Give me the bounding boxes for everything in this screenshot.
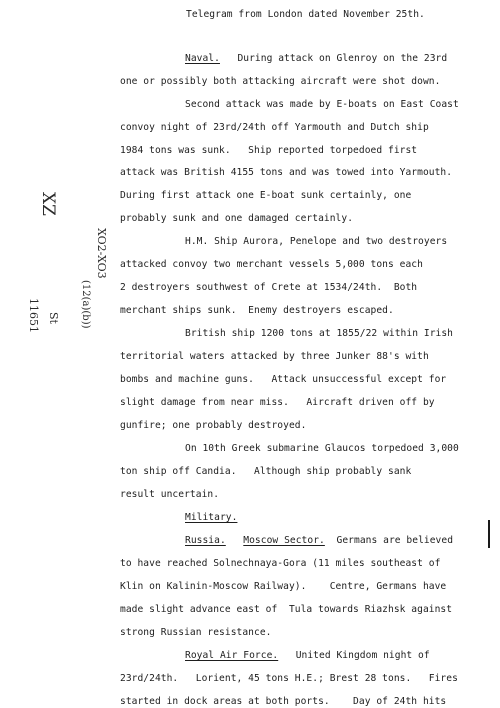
text-line: strong Russian resistance. [120, 627, 272, 638]
text-line: attacked convoy two merchant vessels 5,000 tons each [120, 259, 423, 270]
russia-label: Russia. [185, 535, 226, 546]
naval-paragraph-line-1 [185, 53, 447, 65]
naval-section-label: Naval. [185, 53, 220, 64]
text-line: made slight advance east of Tula towards Riazhsk against [120, 604, 453, 615]
text-line: merchant ships sunk. Enemy destroyers escaped. [120, 305, 394, 316]
margin-note-xz: XZ [38, 192, 58, 216]
margin-note-subsection: (12(a)(b)) [80, 280, 91, 329]
text-line: territorial waters attacked by three Junker 88's with [120, 351, 429, 362]
text-line: During first attack one E-boat sunk certainly, one [120, 190, 412, 201]
raf-section-label: Royal Air Force. [185, 650, 279, 661]
text-line: attack was British 4155 tons and was towed into Yarmouth. [120, 167, 453, 178]
text-line: 2 destroyers southwest of Crete at 1534/24th. Both [120, 282, 418, 293]
margin-note-number: 11651 [27, 298, 40, 333]
margin-note-reference: XO2-XO3 [95, 228, 108, 279]
text-line: 23rd/24th. Lorient, 45 tons H.E.; Brest 28 tons. Fires [120, 673, 458, 684]
raf-text: United Kingdom night of [295, 650, 430, 661]
moscow-sector-label: Moscow Sector. [243, 535, 325, 546]
text-line: bombs and machine guns. Attack unsuccessful except for [120, 374, 447, 385]
text-line: convoy night of 23rd/24th off Yarmouth and Dutch ship [120, 122, 429, 133]
text-line: started in dock areas at both ports. Day of 24th hits [120, 696, 447, 707]
text-line: On 10th Greek submarine Glaucos torpedoed 3,000 [185, 443, 459, 454]
text-line: one or possibly both attacking aircraft were shot down. [120, 76, 441, 87]
text-line: result uncertain. [120, 489, 220, 500]
text-line: to have reached Solnechnaya-Gora (11 miles southeast of [120, 558, 441, 569]
raf-paragraph-line-1 [185, 650, 430, 662]
text-line: ton ship off Candia. Although ship probably sank [120, 466, 412, 477]
naval-text: During attack on Glenroy on the 23rd [237, 53, 448, 64]
text-line: British ship 1200 tons at 1855/22 within Irish [185, 328, 453, 339]
text-line: probably sunk and one damaged certainly. [120, 213, 354, 224]
military-paragraph-line-1 [185, 535, 453, 547]
text-line: Second attack was made by E-boats on East Coast [185, 99, 459, 110]
text-line: gunfire; one probably destroyed. [120, 420, 307, 431]
scan-edge-mark [488, 520, 490, 548]
military-text: Germans are believed [336, 535, 454, 546]
telegram-heading: Telegram from London dated November 25th. [186, 9, 425, 20]
military-section-label: Military. [185, 512, 238, 523]
text-line: H.M. Ship Aurora, Penelope and two destroyers [185, 236, 448, 247]
margin-note-st: St [47, 312, 60, 324]
text-line: 1984 tons was sunk. Ship reported torpedoed first [120, 145, 418, 156]
text-line: slight damage from near miss. Aircraft driven off by [120, 397, 435, 408]
text-line: Klin on Kalinin-Moscow Railway). Centre, Germans have [120, 581, 447, 592]
